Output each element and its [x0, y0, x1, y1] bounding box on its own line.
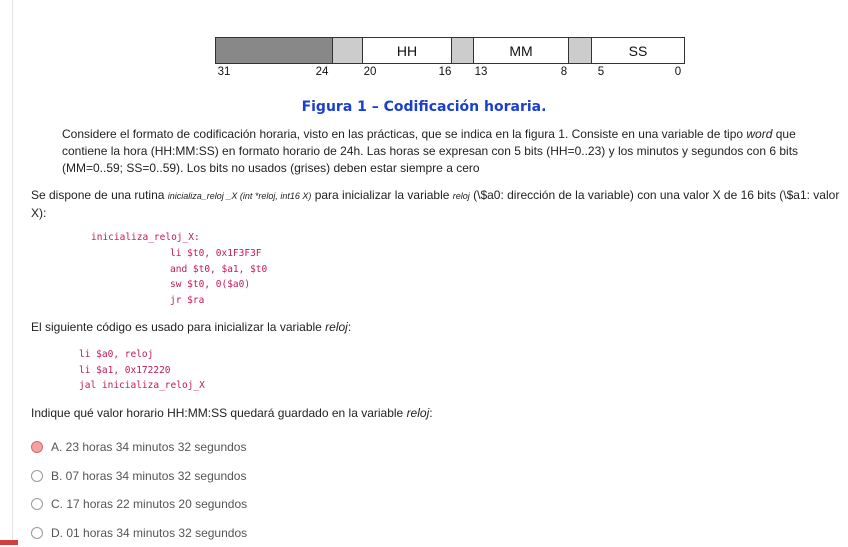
left-border [12, 0, 13, 545]
answer-option-c[interactable] [31, 490, 247, 519]
ss-field-cell: SS [592, 38, 684, 63]
routine-text: Se dispone de una rutina [31, 188, 168, 202]
mm-field-cell: MM [474, 38, 569, 63]
code-line: jal inicializa_reloj_X [79, 378, 205, 394]
question-var: reloj [407, 406, 430, 420]
call-text: : [348, 320, 351, 334]
code-line: li $a1, 0x172220 [79, 363, 205, 379]
routine-code-block [170, 246, 267, 308]
answer-option-label[interactable]: A. 23 horas 34 minutos 32 segundos [51, 440, 246, 454]
unused-bits-cell [452, 38, 474, 63]
unused-bits-cell [333, 38, 363, 63]
bit-index: 20 [364, 66, 377, 78]
radio-button[interactable] [31, 498, 43, 510]
code-line: sw $t0, 0($a0) [170, 277, 267, 293]
routine-var: reloj [453, 191, 470, 201]
radio-button-selected[interactable] [31, 441, 43, 453]
answer-option-d[interactable] [31, 519, 247, 547]
code-line: li $t0, 0x1F3F3F [170, 246, 267, 262]
question-text: Indique qué valor horario HH:MM:SS quedará guardado en la variable [31, 406, 407, 420]
call-text: El siguiente código es usado para inicializar la variable [31, 320, 325, 334]
unused-bits-cell [216, 38, 333, 63]
code-line: jr $ra [170, 293, 267, 309]
call-var: reloj [325, 320, 348, 334]
intro-text: Considere el formato de codificación horaria, visto en las prácticas, que se indica en la figura 1. Consiste en una variable de tipo [62, 127, 746, 141]
question-prompt [31, 405, 433, 422]
answer-option-label[interactable]: D. 01 horas 34 minutos 32 segundos [51, 526, 247, 540]
hh-field-cell: HH [363, 38, 452, 63]
bit-index: 5 [598, 66, 604, 78]
answer-option-a[interactable] [31, 433, 247, 462]
routine-paragraph [31, 187, 841, 222]
bitfield-diagram [215, 37, 685, 64]
routine-code-label: inicializa_reloj_X: [91, 230, 200, 246]
intro-text: que contiene la hora (HH:MM:SS) en formato horario de 24h. Las horas se expresan con 5 bits (HH=0..23) y los minutos y segundos con 6 bits (MM=0..59; SS=0..59). Los bits no usados (grises) deben estar siempre a cero [62, 127, 798, 175]
bit-index: 16 [439, 66, 452, 78]
call-paragraph [31, 319, 351, 336]
radio-button[interactable] [31, 470, 43, 482]
bit-index-row [0, 66, 848, 80]
figure-caption: Figura 1 – Codificación horaria. [0, 99, 848, 115]
intro-emphasis: word [746, 127, 772, 141]
call-code-block [79, 347, 205, 394]
code-line: and $t0, $a1, $t0 [170, 262, 267, 278]
radio-button[interactable] [31, 527, 43, 539]
bit-index: 31 [218, 66, 231, 78]
bit-index: 13 [475, 66, 488, 78]
bit-index: 0 [675, 66, 681, 78]
bit-index: 24 [316, 66, 329, 78]
routine-text: (\$a0: dirección de la variable) con una valor X de 16 bits (\$a1: valor X): [31, 188, 839, 220]
answer-option-label[interactable]: B. 07 horas 34 minutos 32 segundos [51, 469, 246, 483]
routine-text: para inicializar la variable [311, 188, 452, 202]
bit-index: 8 [561, 66, 567, 78]
bottom-marker [0, 540, 18, 545]
answer-option-label[interactable]: C. 17 horas 22 minutos 20 segundos [51, 497, 247, 511]
code-line: li $a0, reloj [79, 347, 205, 363]
answer-options [31, 433, 247, 547]
question-text: : [429, 406, 432, 420]
answer-option-b[interactable] [31, 462, 247, 491]
routine-signature: inicializa_reloj _X (int *reloj, int16 X) [168, 191, 312, 201]
unused-bits-cell [569, 38, 592, 63]
intro-paragraph [62, 126, 840, 177]
